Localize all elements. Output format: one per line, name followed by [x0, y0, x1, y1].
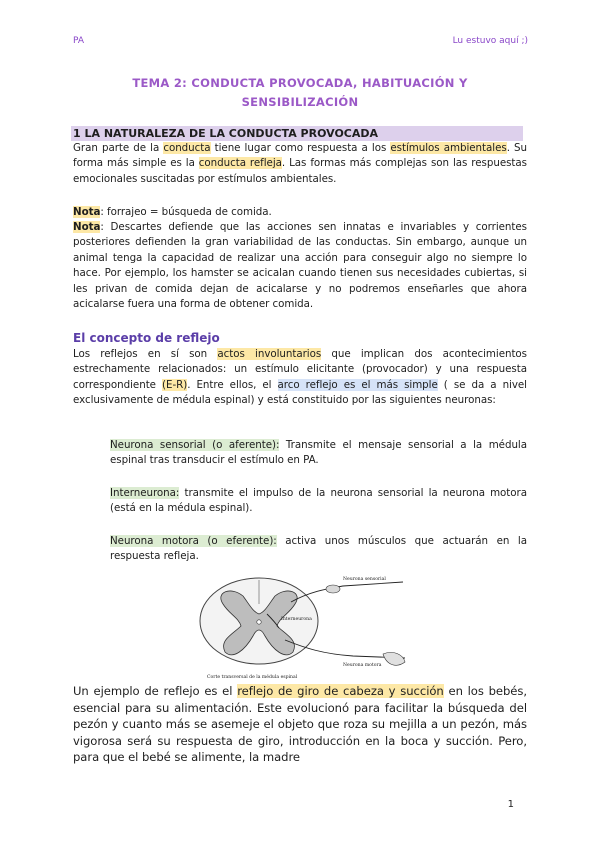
- neuron-desc: activa unos músculos que actuarán en la respuesta refleja.: [110, 535, 527, 563]
- text-run: Los reflejos en sí son: [73, 348, 218, 360]
- highlight-giro-succion: reflejo de giro de cabeza y succión: [237, 684, 444, 698]
- note-label: Nota: [73, 221, 101, 233]
- highlight-conducta: conducta: [163, 142, 211, 154]
- note-label: Nota: [73, 206, 101, 218]
- neuron-desc: Transmite el mensaje sensorial a la médula espinal tras transducir el estímulo en PA.: [110, 439, 527, 467]
- text-run: Un ejemplo de reflejo es el: [73, 684, 238, 698]
- highlight-e-r: (E-R): [162, 378, 188, 391]
- label-motor: Neurona motora: [343, 663, 382, 668]
- neuron-motor: [110, 534, 527, 565]
- neuron-sensory: [110, 438, 527, 469]
- text-run: . Su forma más simple es la: [73, 142, 527, 170]
- intro-paragraph: [73, 141, 527, 187]
- text-run: ( se da a nivel exclusivamente de médula espinal) y está constituido por las siguientes neuronas:: [73, 378, 527, 407]
- page-title: [73, 74, 527, 112]
- neuron-inter: [110, 486, 527, 517]
- dorsal-root-ganglion: [326, 585, 340, 593]
- text-run: tiene lugar como respuesta a los: [210, 142, 391, 154]
- section-heading: 1 LA NATURALEZA DE LA CONDUCTA PROVOCADA: [71, 126, 523, 141]
- text-run: Gran parte de la: [73, 142, 164, 154]
- highlight-conducta-refleja: conducta refleja: [198, 157, 282, 170]
- highlight-estimulos: estímulos ambientales: [390, 142, 507, 154]
- title-line-2: SENSIBILIZACIÓN: [241, 95, 359, 109]
- title-line-1: TEMA 2: CONDUCTA PROVOCADA, HABITUACIÓN Y: [132, 76, 468, 90]
- highlight-arco-reflejo: arco reflejo es el más simple: [277, 378, 438, 391]
- text-run: . Las formas más complejas son las respuestas emocionales suscitadas por estímulos ambientales.: [73, 157, 527, 185]
- header-right: Lu estuvo aquí ;): [452, 36, 528, 46]
- reflex-paragraph: [73, 347, 527, 409]
- highlight-actos-involuntarios: actos involuntarios: [217, 348, 322, 360]
- neuron-term: Neurona sensorial (o aferente):: [110, 439, 280, 451]
- page-number: 1: [507, 799, 514, 810]
- effector-muscle: [383, 652, 405, 665]
- text-run: que implican dos acontecimientos estrechamente relacionados: un estímulo elicitante (provocador) y una respuesta correspondiente: [73, 348, 528, 391]
- spinal-cord-figure: [193, 574, 408, 682]
- text-run: . Entre ellos, el: [187, 378, 278, 391]
- note-forrajeo: [73, 205, 527, 220]
- label-sensory: Neurona sensorial: [343, 577, 386, 582]
- note-text: : forrajeo = búsqueda de comida.: [100, 206, 272, 218]
- note-text: : Descartes defiende que las acciones sen innatas e invariables y corrientes posteriores defienden la gran variabilidad de las conductas. Sin embargo, aunque un animal tenga la capacidad de realizar una acción para conseguir algo no siempre lo hace. Por ejemplo, los hamster se acicalan cuando tienen sus necesidades cubiertas, si les privan de comida dejan de acicalarse y no podremos enseñarles que ahora acicalarse fuera una forma de obtener comida.: [73, 221, 527, 311]
- baby-reflex-paragraph: [73, 683, 527, 766]
- subsection-heading: El concepto de reflejo: [73, 331, 220, 345]
- neuron-desc: transmite el impulso de la neurona sensorial la neurona motora (está en la médula espinal).: [110, 487, 527, 515]
- note-descartes: [73, 220, 527, 312]
- label-inter: Interneurona: [281, 617, 312, 622]
- central-canal: [257, 620, 261, 624]
- header-left: PA: [73, 36, 85, 46]
- neuron-term: Neurona motora (o eferente):: [110, 535, 277, 547]
- text-run: en los bebés, esencial para su alimentación. Este evolucionó para facilitar la búsqueda del pezón y cuanto más se asemeje el objeto que roza su mejilla a un pezón, más vigorosa será su respuesta de giro, introducción en la boca y succión. Pero, para que el bebé se alimente, la madre: [73, 684, 528, 765]
- figure-caption: Corte transversal de la médula espinal: [207, 675, 298, 680]
- neuron-term: Interneurona:: [110, 487, 180, 499]
